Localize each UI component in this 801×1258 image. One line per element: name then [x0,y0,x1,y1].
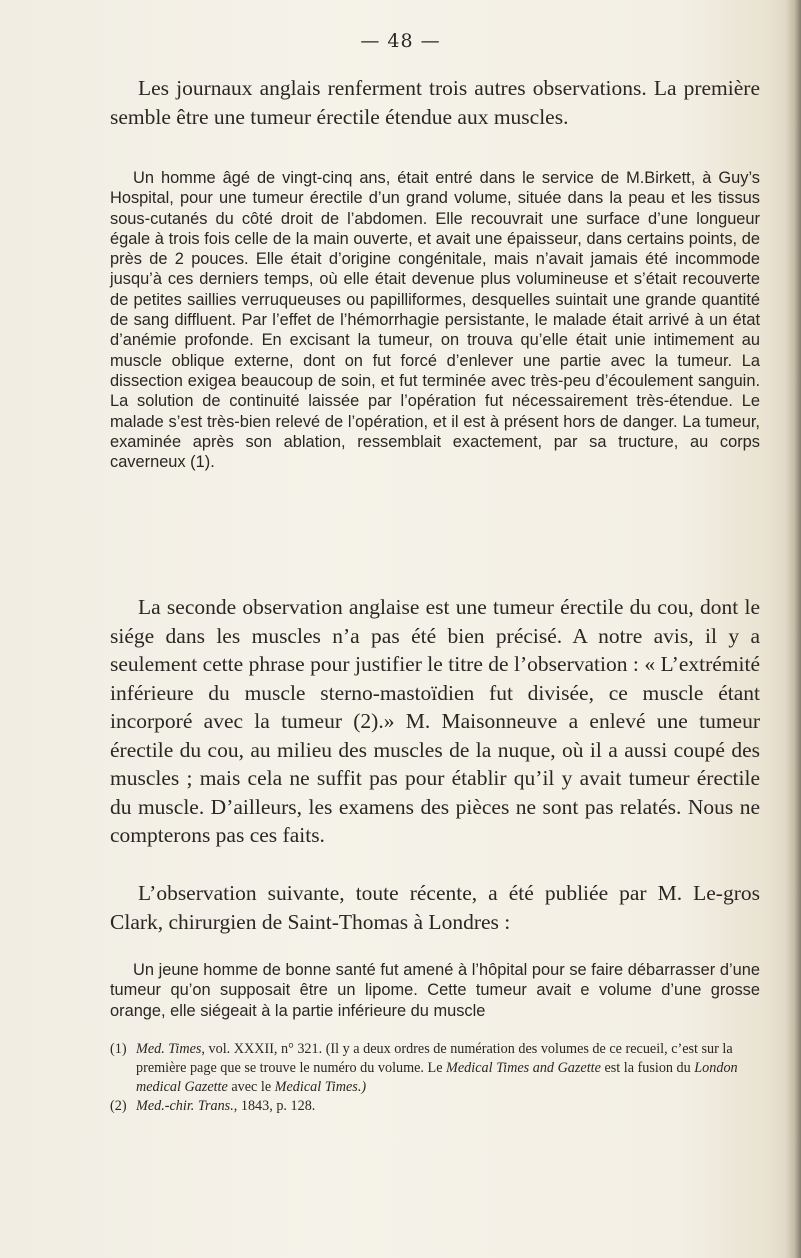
footnote-text: avec le [227,1079,275,1095]
intro-paragraph: Les journaux anglais renferment trois autres observations. La première semble être une tumeur érectile étendue aux muscles. [110,76,760,129]
footnote-source: Medical Times and Gazette [446,1060,601,1076]
page-number: — 48 — [360,30,441,52]
footnote [110,1097,760,1116]
second-observation-paragraph: La seconde observation anglaise est une tumeur érectile du cou, dont le siége dans les muscles n’a pas été bien précisé. A notre avis, il y a seulement cette phrase pour justifier le titre de l’observation : « L’extrémité inférieure du muscle sterno-mastoïdien fut divisée, ce muscle étant incorporé avec la tumeur (2).» M. Maisonneuve a enlevé une tumeur érectile du cou, au milieu des muscles de la nuque, où il a aussi coupé des muscles ; mais cela ne suffit pas pour établir qu’il y avait tumeur érectile du muscle. D’ailleurs, les examens des pièces ne sont pas relatés. Nous ne compterons pas ces faits. [110,595,760,847]
footnote-source: Medical Times.) [274,1079,367,1095]
third-observation-intro: L’observation suivante, toute récente, a été publiée par M. Le-gros Clark, chirurgien de Saint-Thomas à Londres : [110,881,760,934]
footnote-text: , 1843, p. 128. [233,1098,316,1114]
footnote-text: est la fusion du [600,1060,695,1076]
footnote-number: (2) [110,1098,127,1114]
case-three-paragraph: Un jeune homme de bonne santé fut amené à l’hôpital pour se faire débarrasser d’une tumeur qu’on supposait être un lipome. Cette tumeur avait e volume d’une grosse orange, elle siégeait à la partie inférieure du muscle [110,961,760,1020]
footnote-source: Med.-chir. Trans. [136,1098,234,1114]
footnote [110,1040,760,1097]
page-edge-shadow [785,0,801,1258]
footnote-text: , vol. XXXII, n° 321. (Il y a deux ordres de numération des volumes de ce recueil, c’est sur la première page que se trouve le numéro du volume. Le [136,1041,733,1076]
footnotes [110,1040,760,1116]
case-one-paragraph: Un homme âgé de vingt-cinq ans, était entré dans le service de M.Birkett, à Guy’s Hospital, pour une tumeur érectile d’un grand volume, située dans la peau et les tissus sous-cutanés du côté droit de l’abdomen. Elle recouvrait une surface d’une longueur égale à trois fois celle de la main ouverte, et avait une épaisseur, dans certains points, de près de 2 pouces. Elle était d’origine congénitale, mais n’avait jamais été incommode jusqu’à ces derniers temps, où elle était devenue plus volumineuse et s’était recouverte de petites saillies verruqueuses ou papilliformes, desquelles suintait une grande quantité de sang diffluent. Par l’effet de l’hémorrhagie persistante, le malade était arrivé à un état d’anémie profonde. En excisant la tumeur, on trouva qu’elle était unie intimement au muscle oblique externe, dont on fut forcé d’enlever une partie avec la tumeur. La dissection exigea beaucoup de soin, et fut terminée avec très-peu d’écoulement sanguin. La solution de continuité laissée par l’opération fut nécessairement très-étendue. Le malade s’est très-bien relevé de l’opération, et il est à présent hors de danger. La tumeur, examinée après son ablation, ressemblait exactement, par sa tructure, au corps caverneux (1). [110,169,760,472]
footnote-source: Med. Times [136,1041,202,1057]
footnote-number: (1) [110,1041,127,1057]
footnote-source: London medical Gazette [136,1060,738,1095]
